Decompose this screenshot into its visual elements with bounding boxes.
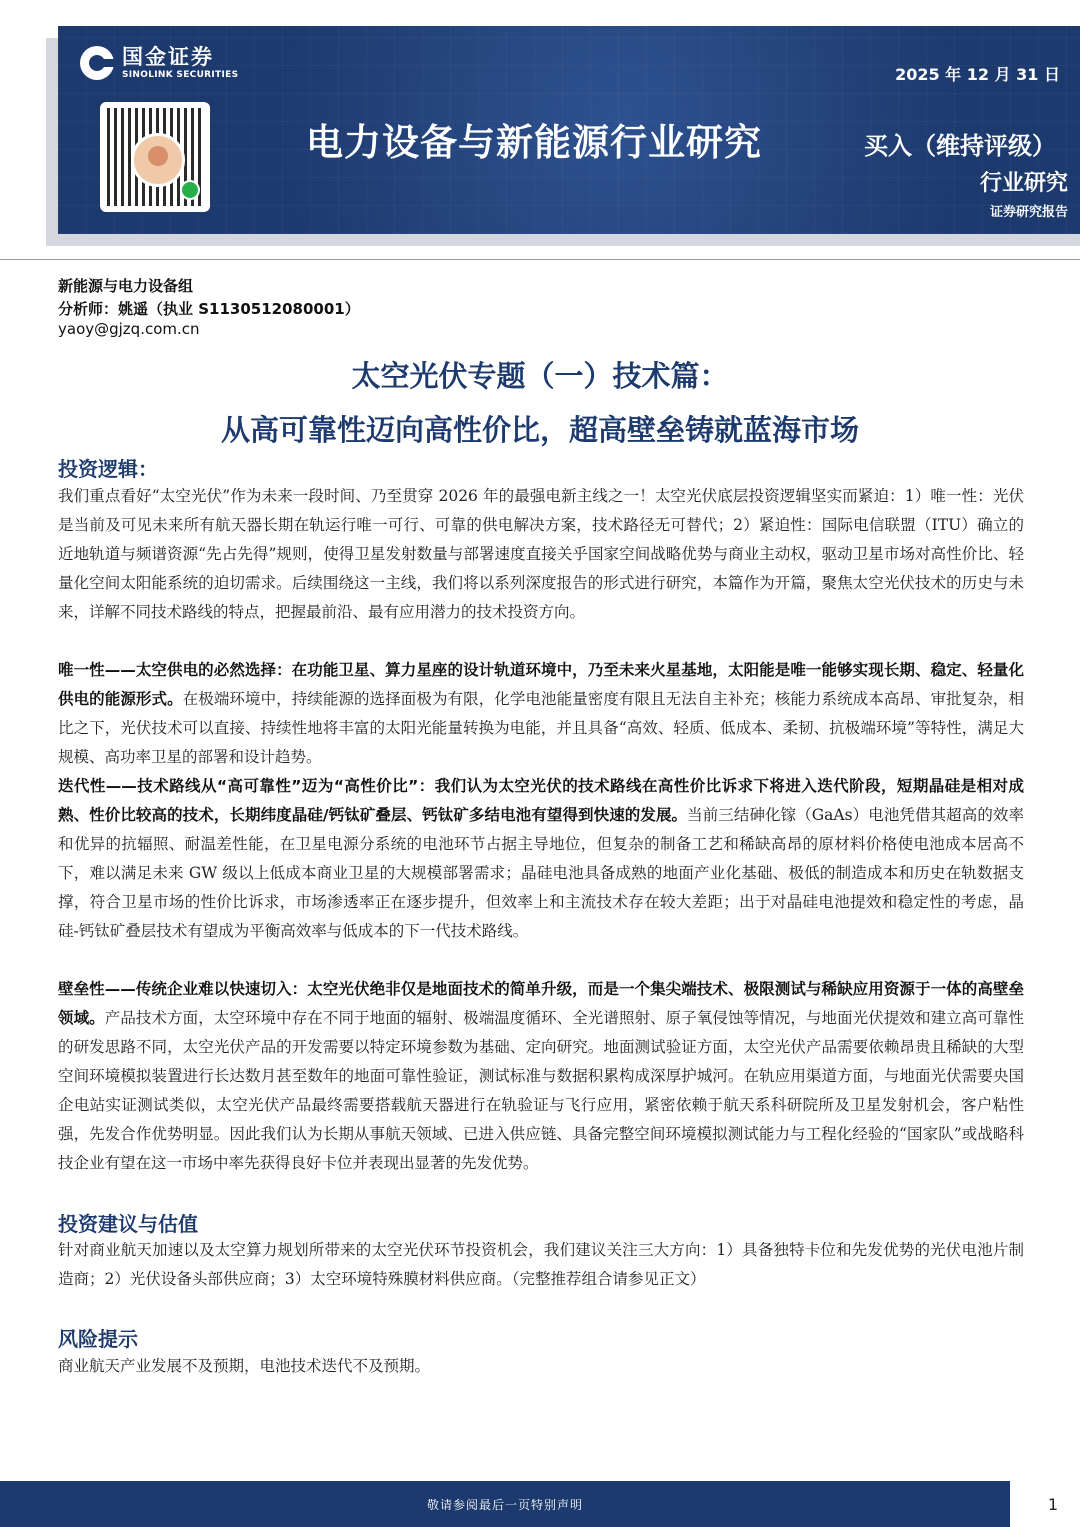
report-title-line2: 从高可靠性迈向高性价比，超高壁垒铸就蓝海市场	[220, 413, 859, 447]
company-logo	[80, 46, 238, 80]
analyst-email[interactable]: yaoy@gjzq.com.cn	[58, 320, 200, 338]
section-heading-logic: 投资逻辑：	[58, 457, 158, 481]
header-divider	[0, 259, 1080, 260]
mini-program-badge-icon	[180, 180, 200, 200]
logic-paragraph-barrier: 壁垒性——传统企业难以快速切入：太空光伏绝非仅是地面技术的简单升级，而是一个集尖端技术、极限测试与稀缺应用资源于一体的高壁垒领域。产品技术方面，太空环境中存在不同于地面的辐射、极端温度循环、全光谱照射、原子氧侵蚀等情况，与地面光伏提效和建立高可靠性的研发思路不同，太空光伏产品的开发需要以特定环境参数为基础、定向研究。地面测试验证方面，太空光伏产品需要依赖昂贵且稀缺的大型空间环境模拟装置进行长达数月甚至数年的地面可靠性验证，测试标准与数据积累构成深厚护城河。在轨应用渠道方面，与地面光伏需要央国企电站实证测试类似，太空光伏产品最终需要搭载航天器进行在轨验证与飞行应用，紧密依赖于航天系科研院所及卫星发射机会，客户粘性强，先发合作优势明显。因此我们认为长期从事航天领域、已进入供应链、具备完整空间环境模拟测试能力与工程化经验的“国家队”或战略科技企业有望在这一市场中率先获得良好卡位并表现出显著的先发优势。	[58, 980, 1024, 1172]
report-date: 2025 年 12 月 31 日	[895, 65, 1060, 84]
section-heading-advice: 投资建议与估值	[58, 1212, 198, 1236]
disclaimer-note: 敬请参阅最后一页特别声明	[426, 1497, 583, 1512]
footer-bar	[0, 1481, 1010, 1527]
report-subtype: 证券研究报告	[989, 205, 1068, 220]
page-number: 1	[1047, 1495, 1058, 1514]
section-heading-risk: 风险提示	[58, 1327, 138, 1351]
analyst-info: 分析师：姚遥（执业 S1130512080001）	[58, 300, 360, 318]
qr-code-icon	[100, 102, 210, 212]
logic-paragraph-uniqueness: 唯一性——太空供电的必然选择：在功能卫星、算力星座的设计轨道环境中，乃至未来火星基地，太阳能是唯一能够实现长期、稳定、轻量化供电的能源形式。在极端环境中，持续能源的选择面极为有限，化学电池能量密度有限且无法自主补充；核能力系统成本高昂、审批复杂，相比之下，光伏技术可以直接、持续性地将丰富的太阳光能量转换为电能，并且具备“高效、轻质、低成本、柔韧、抗极端环境”等特性，满足大规模、高功率卫星的部署和设计趋势。	[58, 661, 1024, 766]
logic-paragraph-iteration: 迭代性——技术路线从“高可靠性”迈为“高性价比”：我们认为太空光伏的技术路线在高性价比诉求下将进入迭代阶段，短期晶硅是相对成熟、性价比较高的技术，长期纬度晶硅/钙钛矿叠层、钙钛矿多结电池有望得到快速的发展。当前三结砷化镓（GaAs）电池凭借其超高的效率和优异的抗辐照、耐温差性能，在卫星电源分系统的电池环节占据主导地位，但复杂的制备工艺和稀缺高昂的原材料价格使电池成本居高不下，难以满足未来 GW 级以上低成本商业卫星的大规模部署需求；晶硅电池具备成熟的地面产业化基础、极低的制造成本和历史在轨数据支撑，符合卫星市场的性价比诉求，市场渗透率正在逐步提升，但效率上和主流技术存在较大差距；出于对晶硅电池提效和稳定性的考虑，晶硅-钙钛矿叠层技术有望成为平衡高效率与低成本的下一代技术路线。	[58, 777, 1024, 940]
sinolink-logo-icon	[80, 46, 114, 80]
report-title-line1: 太空光伏专题（一）技术篇：	[351, 359, 729, 393]
rating-label: 买入（维持评级）	[864, 132, 1056, 160]
industry-title: 电力设备与新能源行业研究	[306, 121, 762, 164]
advice-paragraph: 针对商业航天加速以及太空算力规划所带来的太空光伏环节投资机会，我们建议关注三大方向：1）具备独特卡位和先发优势的光伏电池片制造商；2）光伏设备头部供应商；3）太空环境特殊膜材料供应商。（完整推荐组合请参见正文）	[58, 1241, 1024, 1288]
risk-paragraph: 商业航天产业发展不及预期，电池技术迭代不及预期。	[58, 1357, 431, 1375]
logo-english-name: SINOLINK SECURITIES	[122, 69, 239, 80]
research-group: 新能源与电力设备组	[58, 277, 194, 295]
report-type: 行业研究	[979, 171, 1068, 196]
logic-paragraph-intro: 我们重点看好“太空光伏”作为未来一段时间、乃至贯穿 2026 年的最强电新主线之一！太空光伏底层投资逻辑坚实而紧迫：1）唯一性：光伏是当前及可见未来所有航天器长期在轨运行唯一可行、可靠的供电解决方案，技术路径无可替代；2）紧迫性：国际电信联盟（ITU）确立的近地轨道与频谱资源“先占先得”规则，使得卫星发射数量与部署速度直接关乎国家空间战略优势与商业主动权，驱动卫星市场对高性价比、轻量化空间太阳能系统的迫切需求。后续围绕这一主线，我们将以系列深度报告的形式进行研究，本篇作为开篇，聚焦太空光伏技术的历史与未来，详解不同技术路线的特点，把握最前沿、最有应用潜力的技术投资方向。	[58, 487, 1024, 621]
qr-center-emblem-icon	[131, 133, 185, 187]
logo-chinese-name: 国金证券	[122, 44, 214, 69]
